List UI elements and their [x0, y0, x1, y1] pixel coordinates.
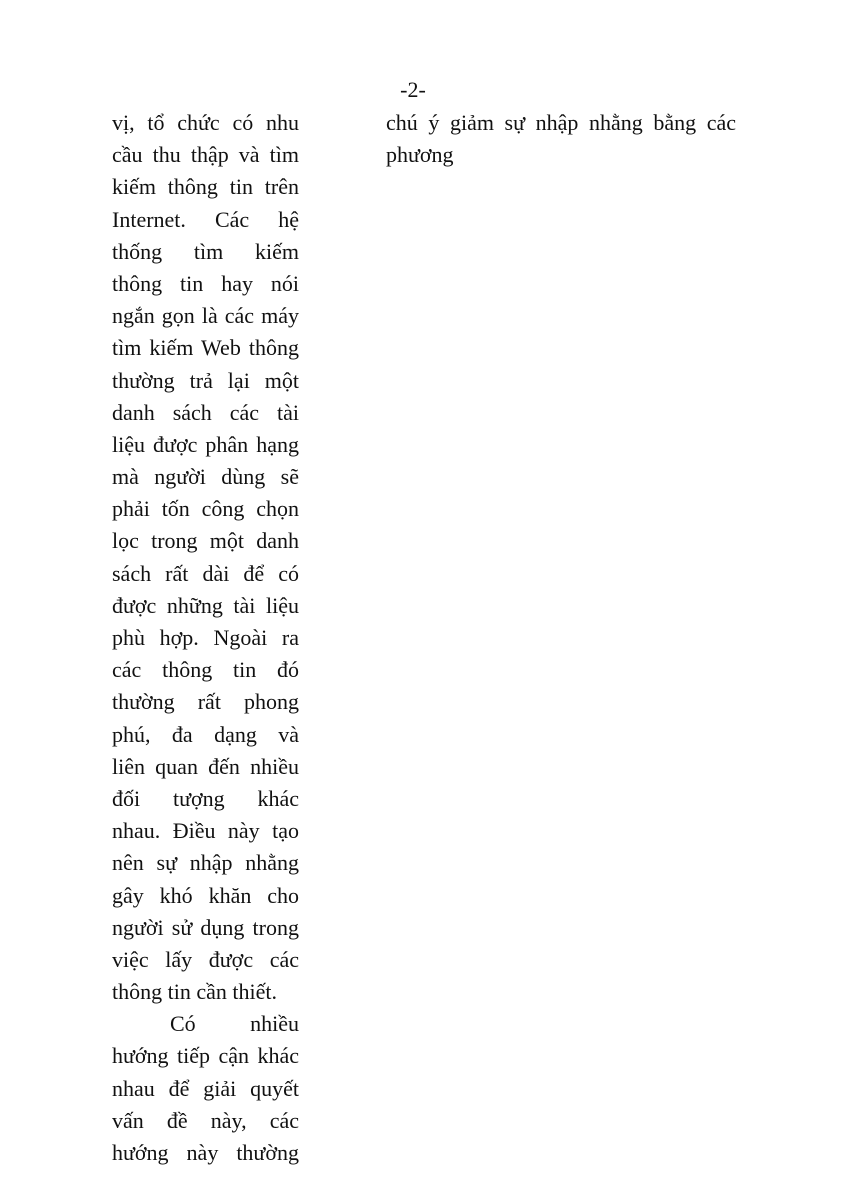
text-line: chú ý giảm sự nhập nhằng bằng các [386, 110, 736, 135]
text-line: phải tốn công chọn [112, 496, 299, 522]
text-line: thông tin hay nói [112, 270, 299, 296]
text-line: phú, đa dạng và [112, 721, 299, 747]
text-line: đối tượng khác [112, 785, 299, 811]
text-line: nên sự nhập nhằng [112, 850, 299, 876]
text-line: gây khó khăn cho [112, 882, 299, 908]
right-text-column [386, 107, 736, 171]
text-line: phù hợp. Ngoài ra [112, 625, 299, 650]
text-line: vị, tổ chức có nhu [112, 110, 299, 135]
text-line: việc lấy được các [112, 946, 299, 972]
text-line: nhau. Điều này tạo [112, 818, 299, 844]
text-line: liên quan đến nhiều [112, 753, 299, 779]
text-line: các thông tin đó [112, 657, 299, 683]
text-line: được những tài liệu [112, 592, 299, 618]
text-line: vấn đề này, các [112, 1107, 299, 1133]
text-line: kiếm thông tin trên [112, 174, 299, 200]
text-line: thống tìm kiếm [112, 238, 299, 264]
text-line: thường trả lại một [112, 367, 299, 393]
paragraph-last-line: thông tin cần thiết. [112, 979, 277, 1005]
page-number: -2- [400, 77, 426, 102]
text-line: tìm kiếm Web thông [112, 335, 299, 361]
text-line: phương [386, 142, 454, 168]
text-line: thường rất phong [112, 689, 299, 715]
text-line: liệu được phân hạng [112, 431, 299, 457]
text-line: danh sách các tài [112, 399, 299, 425]
text-line: Internet. Các hệ [112, 206, 299, 232]
text-line: lọc trong một danh [112, 528, 299, 554]
text-line: hướng tiếp cận khác [112, 1043, 299, 1069]
text-line: cầu thu thập và tìm [112, 142, 299, 168]
text-line: nhau để giải quyết [112, 1075, 299, 1101]
text-line: mà người dùng sẽ [112, 464, 299, 490]
text-line: sách rất dài để có [112, 560, 299, 586]
text-line: hướng này thường [112, 1140, 299, 1165]
left-text-column [112, 107, 299, 1169]
text-line: người sử dụng trong [112, 914, 299, 940]
paragraph-first-line: Có nhiều [170, 1011, 299, 1037]
text-line: ngắn gọn là các máy [112, 303, 299, 329]
